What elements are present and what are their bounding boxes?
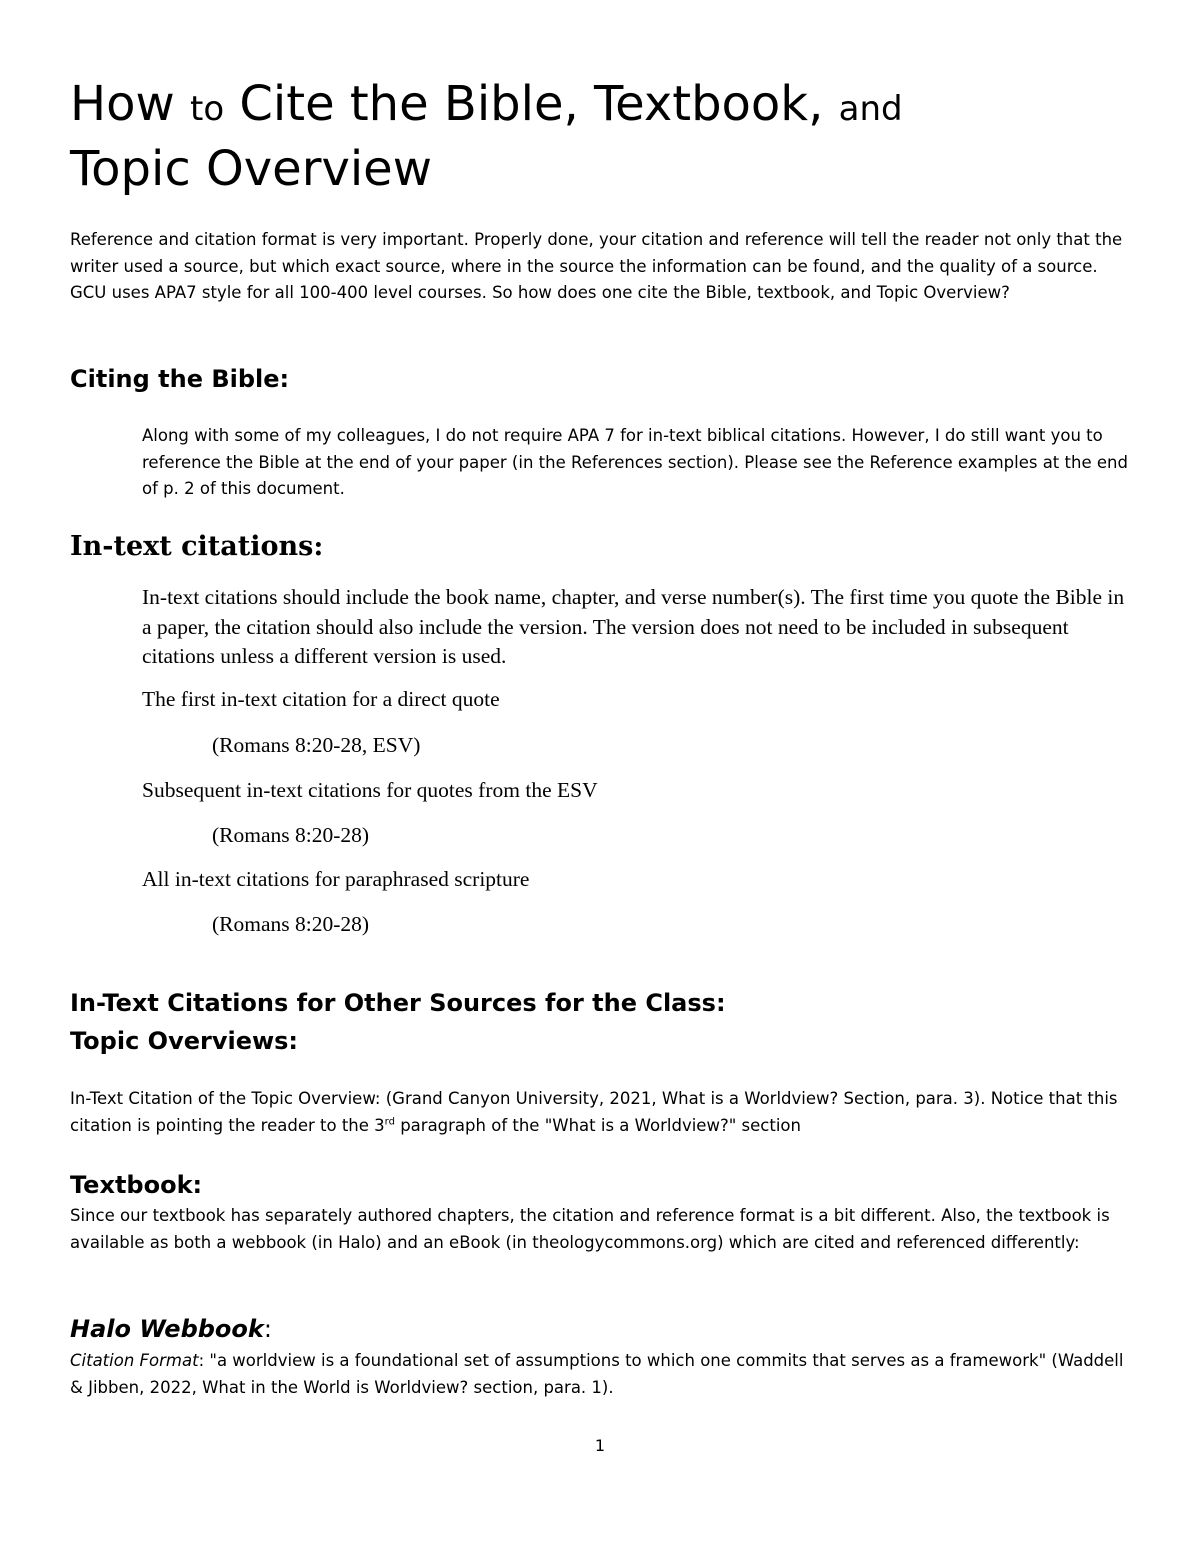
halo-webbook-heading-colon: : xyxy=(263,1315,272,1343)
halo-webbook-heading-text: Halo Webbook xyxy=(70,1315,264,1343)
first-citation-label: The first in-text citation for a direct quote xyxy=(142,687,500,711)
in-text-paragraph: In-text citations should include the book name, chapter, and verse number(s). The first time you quote the Bible in a paper, the citation should also include the version. The version does not need to be included in subsequent citations unless a different version is used. xyxy=(142,585,1125,668)
halo-webbook-heading xyxy=(70,1310,272,1348)
topic-overview-paragraph xyxy=(70,1086,1130,1139)
title-line2: Topic Overview xyxy=(70,141,432,197)
paraphrase-citation-example: (Romans 8:20-28) xyxy=(212,912,370,936)
ordinal-superscript: rd xyxy=(384,1116,395,1127)
intro-paragraph: Reference and citation format is very important. Properly done, your citation and reference will tell the reader not only that the writer used a source, but which exact source, where in the source the information can be found, and the quality of a source. GCU uses APA7 style for all 100-400 level courses. So how does one cite the Bible, textbook, and Topic Overview? xyxy=(70,230,1123,302)
citing-bible-paragraph: Along with some of my colleagues, I do not require APA 7 for in-text biblical citations. However, I do still want you to reference the Bible at the end of your paper (in the References section). Please see the Reference examples at the end of p. 2 of this document. xyxy=(142,426,1128,498)
document-title xyxy=(70,74,1130,199)
citation-format-label: Citation Format xyxy=(70,1351,199,1370)
textbook-heading: Textbook: xyxy=(70,1171,203,1199)
halo-citation-text: : "a worldview is a foundational set of assumptions to which one commits that serves as a framework" (Waddell & Jibben, 2022, What in the World is Worldview? section, para. 1). xyxy=(70,1351,1124,1397)
subsequent-citation-label: Subsequent in-text citations for quotes from the ESV xyxy=(142,778,598,802)
title-main: Cite the Bible, Textbook, xyxy=(239,76,824,132)
textbook-paragraph: Since our textbook has separately authored chapters, the citation and reference format is a bit different. Also, the textbook is available as both a webbook (in Halo) and an eBook (in theologycommons.org) which are cited and referenced differently: xyxy=(70,1206,1110,1252)
other-sources-heading: In-Text Citations for Other Sources for the Class: xyxy=(70,989,726,1017)
paraphrase-citation-label: All in-text citations for paraphrased scripture xyxy=(142,867,530,891)
topic-overview-text-2: paragraph of the "What is a Worldview?" section xyxy=(394,1115,801,1135)
first-citation-example: (Romans 8:20-28, ESV) xyxy=(212,733,421,757)
subsequent-citation-example: (Romans 8:20-28) xyxy=(212,823,370,847)
topic-overview-text-1: In-Text Citation of the Topic Overview: (Grand Canyon University, 2021, What is a Worldview? Section, para. 3). Notice that this citation is pointing the reader to the 3 xyxy=(70,1089,1118,1135)
in-text-heading: In-text citations: xyxy=(70,531,324,562)
title-word-to: to xyxy=(189,89,225,129)
page-number: 1 xyxy=(594,1436,606,1455)
citing-bible-heading: Citing the Bible: xyxy=(70,365,290,393)
title-word-and: and xyxy=(838,89,903,129)
topic-overviews-heading: Topic Overviews: xyxy=(70,1027,299,1055)
title-word-how: How xyxy=(70,76,175,132)
halo-citation-paragraph xyxy=(70,1348,1130,1401)
